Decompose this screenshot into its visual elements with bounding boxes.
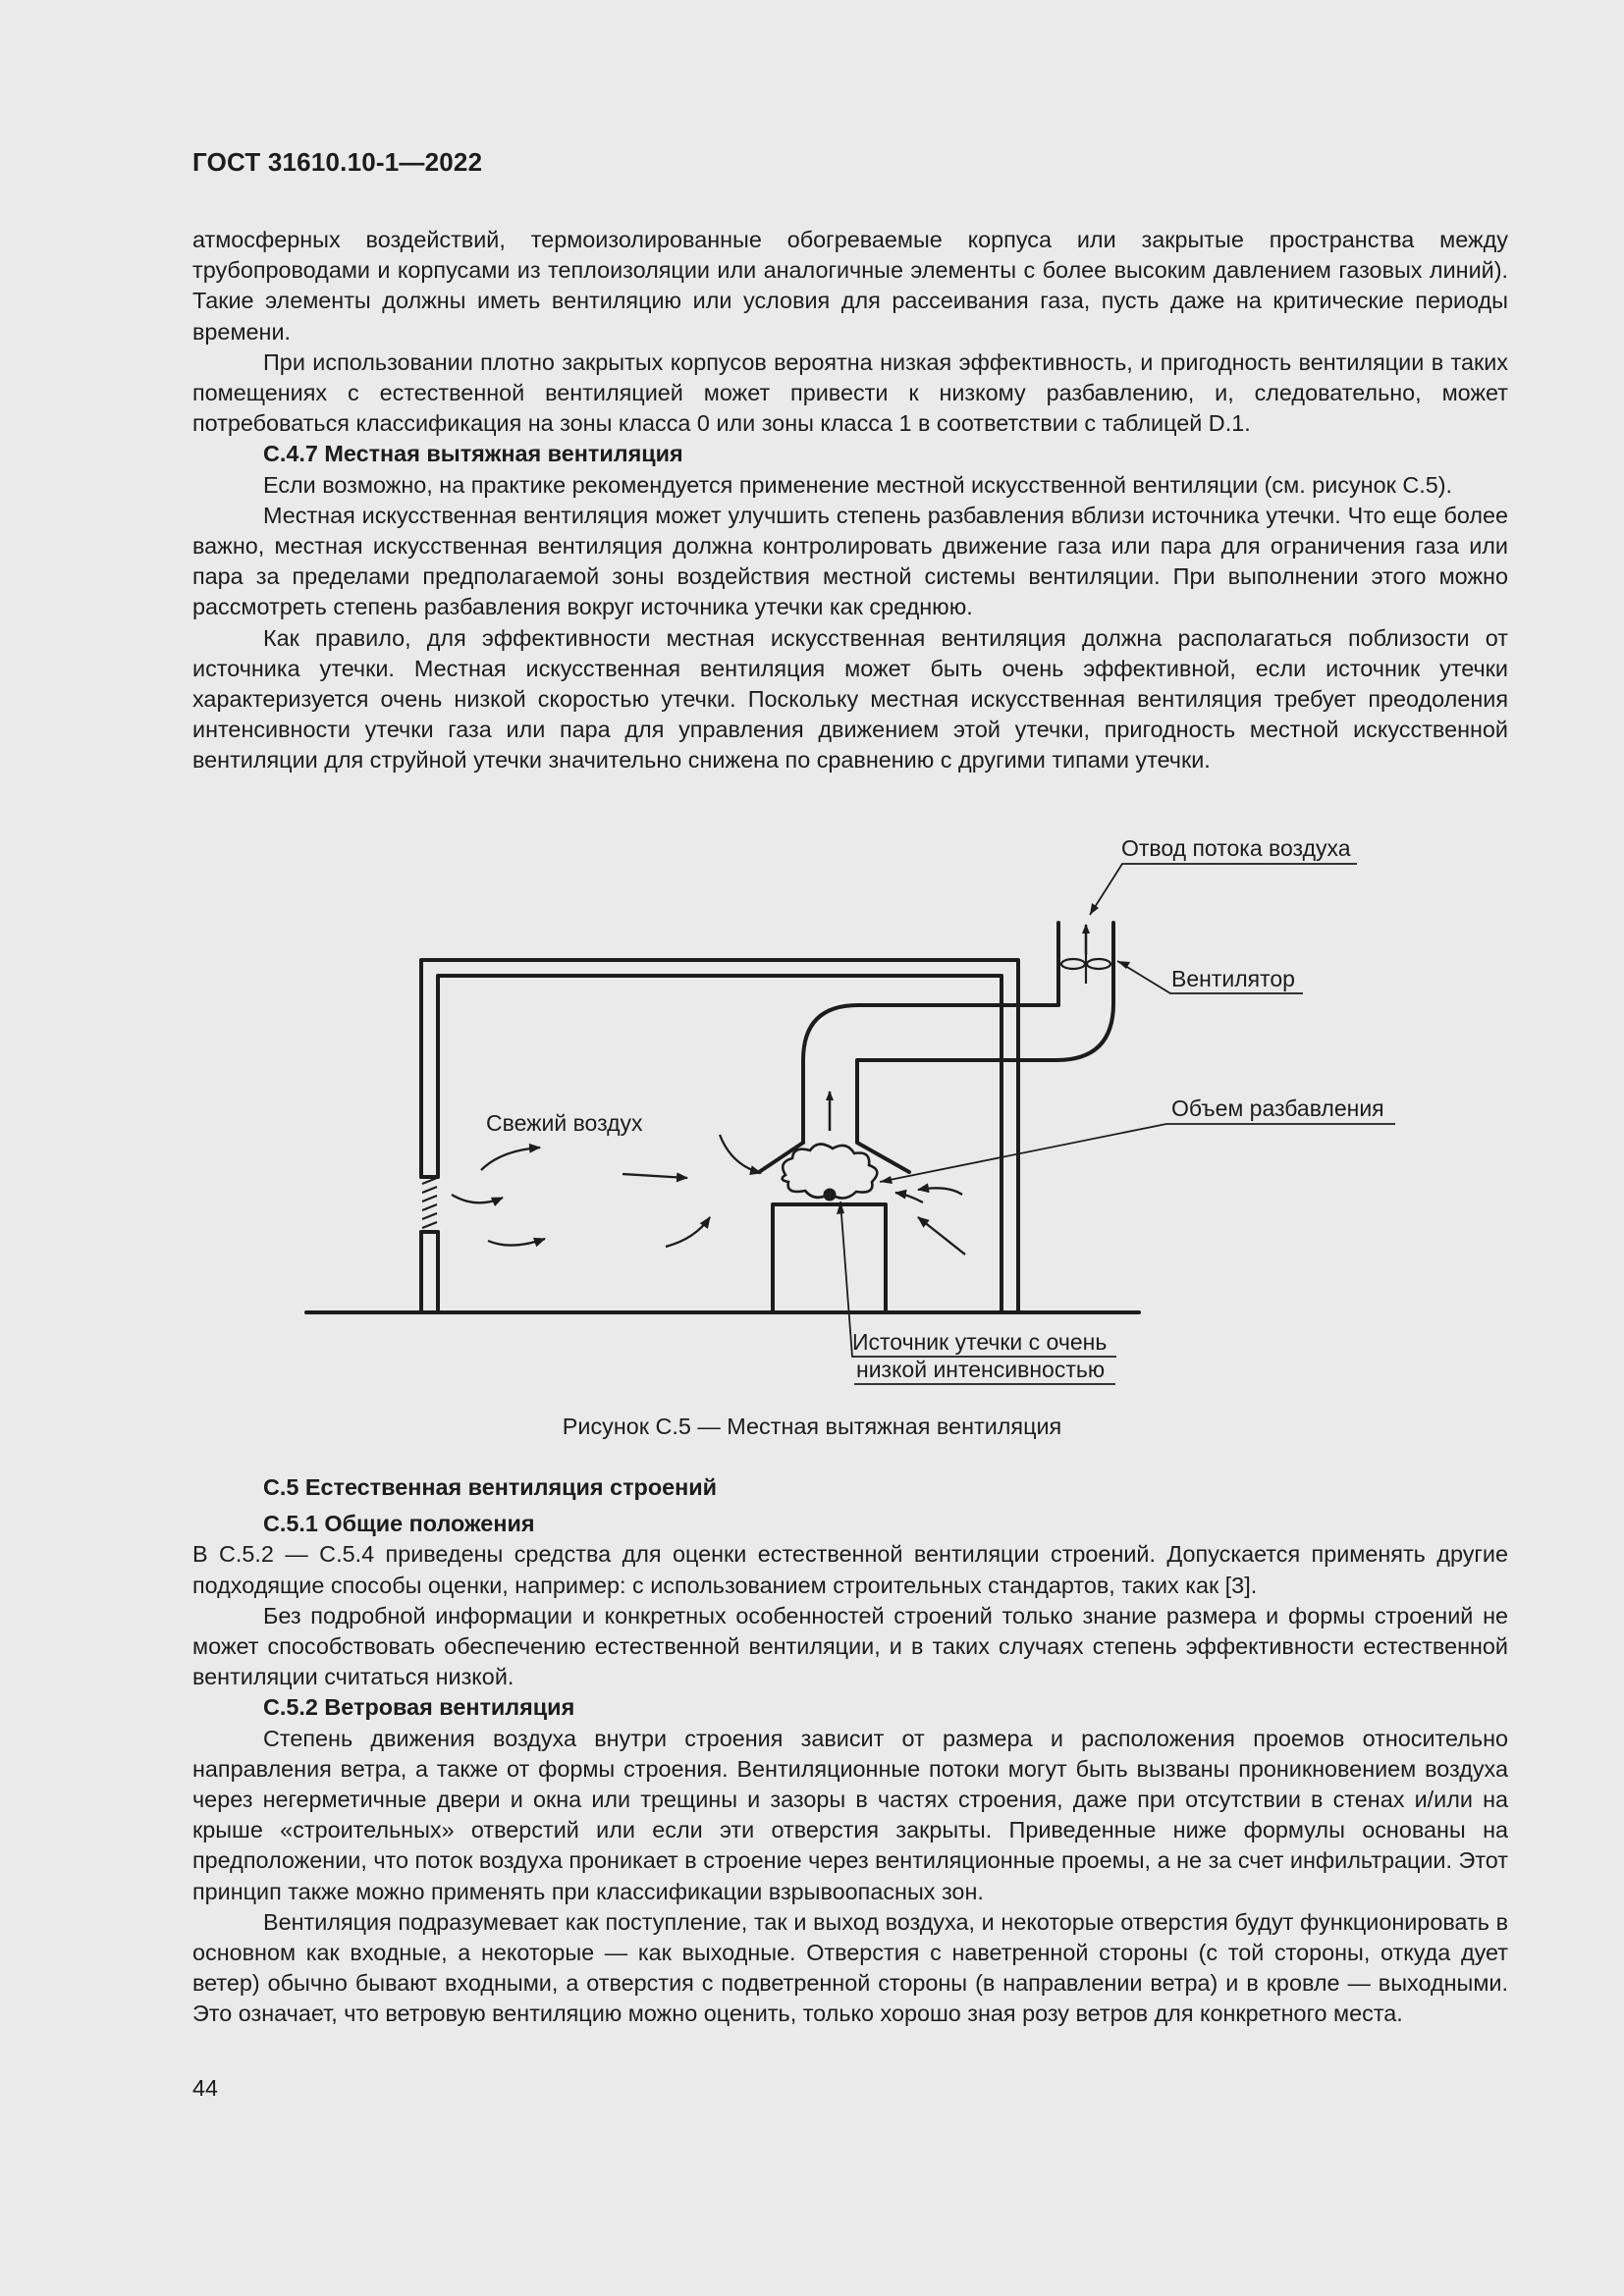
paragraph: атмосферных воздействий, термоизолированные обогреваемые корпуса или закрытые пространства между трубопроводами и корпусами из теплоизоляции или аналогичные элементы с более высоким давлением газовых линий). Такие элементы должны иметь вентиляцию или условия для рассеивания газа, пусть даже на критические периоды времени. xyxy=(192,227,1508,345)
section-heading-c51: С.5.1 Общие положения xyxy=(263,1511,535,1537)
duct-inner xyxy=(857,923,1113,1143)
hood-left xyxy=(759,1143,803,1172)
figure-local-exhaust-ventilation xyxy=(295,827,1414,1415)
leader-dilution xyxy=(880,1124,1395,1182)
section-heading-c52: С.5.2 Ветровая вентиляция xyxy=(263,1694,575,1721)
document-header: ГОСТ 31610.10-1—2022 xyxy=(192,147,483,177)
text-block-bottom xyxy=(192,1472,1508,2030)
figure-caption: Рисунок С.5 — Местная вытяжная вентиляция xyxy=(562,1414,1062,1439)
label-outflow: Отвод потока воздуха xyxy=(1121,835,1351,861)
paragraph: Без подробной информации и конкретных особенностей строений только знание размера и формы строений не может способствовать обеспечению естественной вентиляции, и в таких случаях степень эффективности естественной вентиляции считаться низкой. xyxy=(192,1602,1508,1690)
label-source-line1: Источник утечки с очень xyxy=(852,1329,1108,1355)
room-wall-inner-upper xyxy=(438,976,1001,1312)
label-dilution-volume: Объем разбавления xyxy=(1171,1095,1384,1121)
text-block-top xyxy=(192,225,1508,776)
paragraph: Вентиляция подразумевает как поступление, так и выход воздуха, и некоторые отверстия будут функционировать в основном как входные, а некоторые — как выходные. Отверстия с наветренной стороны (с той стороны, откуда дует ветер) обычно бывают входными, а отверстия с подветренной стороны (в направлении ветра) и в кровле — выходными. Это означает, что ветровую вентиляцию можно оценить, только хорошо зная розу ветров для конкретного места. xyxy=(192,1908,1508,2027)
paragraph: При использовании плотно закрытых корпусов вероятна низкая эффективность, и пригодность вентиляции в таких помещениях с естественной вентиляцией может привести к низкому разбавлению, и, следовательно, может потребоваться классификация на зоны класса 0 или зоны класса 1 в соответствии с таблицей D.1. xyxy=(192,348,1508,437)
paragraph: Как правило, для эффективности местная искусственная вентиляция должна располагаться поблизости от источника утечки. Местная искусственная вентиляция может быть очень эффективной, если источник утечки характеризуется очень низкой скоростью утечки. Поскольку местная искусственная вентиляция требует преодоления интенсивности утечки газа или пара для управления движением этой утечки, пригодность местной искусственной вентиляции для струйной утечки значительно снижена по сравнению с другими типами утечки. xyxy=(192,624,1508,774)
page-number: 44 xyxy=(192,2075,219,2101)
paragraph: Если возможно, на практике рекомендуется применение местной искусственной вентиляции (см. рисунок С.5). xyxy=(263,471,1453,498)
label-source-line2: низкой интенсивностью xyxy=(856,1357,1106,1382)
section-heading-c47: С.4.7 Местная вытяжная вентиляция xyxy=(263,441,683,467)
paragraph: Степень движения воздуха внутри строения зависит от размера и расположения проемов относительно направления ветра, а также от формы строения. Вентиляционные потоки могут быть вызваны проникновением воздуха через негерметичные двери и окна или трещины и зазоры в частях строения, даже при отсутствии в стенах и/или на крыше «строительных» отверстий или если эти отверстия закрыты. Приведенные ниже формулы основаны на предположении, что поток воздуха проникает в строение через вентиляционные проемы, а не за счет инфильтрации. Этот принцип также можно применять при классификации взрывоопасных зон. xyxy=(192,1725,1508,1904)
leader-outflow xyxy=(1090,864,1357,915)
airflow-arrows xyxy=(452,1135,965,1255)
leak-source-box xyxy=(773,1204,886,1312)
paragraph: Местная искусственная вентиляция может улучшить степень разбавления вблизи источника утечки. Что еще более важно, местная искусственная вентиляция должна контролировать движение газа или пара для ограничения газа или пара за пределами предполагаемой зоны воздействия местной системы вентиляции. При выполнении этого можно рассмотреть степень разбавления вокруг источника утечки как среднюю. xyxy=(192,502,1508,620)
air-inlet-grille xyxy=(422,1178,437,1228)
leak-point xyxy=(824,1189,837,1201)
section-heading-c5: С.5 Естественная вентиляция строений xyxy=(263,1474,718,1500)
label-fan: Вентилятор xyxy=(1171,966,1295,991)
paragraph: В С.5.2 — С.5.4 приведены средства для оценки естественной вентиляции строений. Допускается применять другие подходящие способы оценки, например: с использованием строительных стандартов, таких как [3]. xyxy=(192,1541,1508,1598)
hood-right xyxy=(857,1143,909,1172)
label-fresh-air: Свежий воздух xyxy=(486,1110,643,1136)
